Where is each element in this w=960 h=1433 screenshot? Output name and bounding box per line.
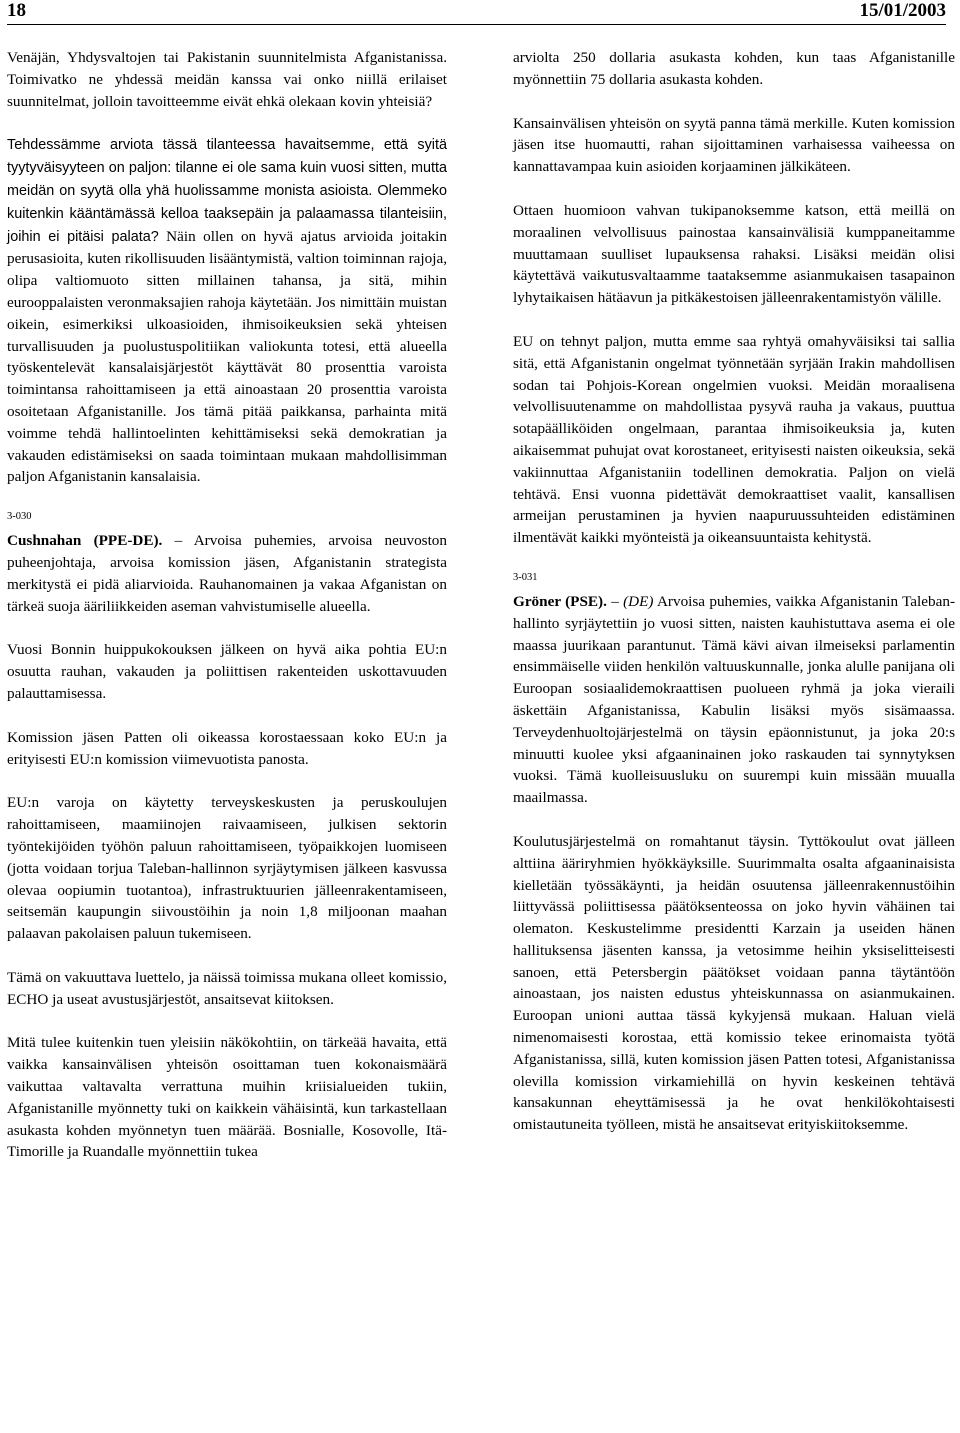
language-tag: (DE): [623, 592, 654, 610]
speaker-name: Cushnahan (PPE-DE).: [7, 532, 163, 550]
speech-code: 3-031: [513, 571, 538, 583]
document-date: 15/01/2003: [859, 0, 946, 21]
left-column: [7, 47, 447, 1163]
paragraph: Venäjän, Yhdysvaltojen tai Pakistanin suunnitelmista Afganistanissa. Toimivatko ne yhdessä meidän kanssa vai onko niillä erilaiset suunnitelmat, jolloin tavoitteemme eivät ehkä olekaan kovin yhteisiä?: [7, 49, 447, 110]
paragraph: arviolta 250 dollaria asukasta kohden, kun taas Afganistanille myönnettiin 75 dollaria asukasta kohden.: [513, 49, 955, 88]
speech-text: Arvoisa puhemies, vaikka Afganistanin Taleban-hallinto syrjäytettiin jo vuosi sitten, naisten kauhistuttava asema ei ole maassa juurikaan parantunut. Tämä kävi aivan ilmeiseksi parlamentin ensimmäiselle viiden henkilön valtuuskunnalle, jonka alulle panijana oli Euroopan sosiaalidemokraattisen puolueen ryhmä ja joka vieraili äskettäin Afganistanissa, Kabulin lisäksi myös sisämaassa. Terveydenhuoltojärjestelmä on täysin epäonnistunut, ja joka 20:s minuutti kuolee yksi afgaaninainen joko raskauden tai synnytyksen vuoksi. Tämä kuolleisuusluku on suurempi kuin missään muualla maailmassa.: [513, 592, 955, 807]
page-header: [7, 0, 946, 25]
dash: –: [606, 592, 624, 610]
paragraph: EU on tehnyt paljon, mutta emme saa ryhtyä omahyväisiksi tai sallia sitä, että Afganistanin ongelmat työnnetään syrjään Irakin mahdollisen sodan tai Pohjois-Korean ongelmien vuoksi. Meidän moraalisena velvollisuutenamme on mahdollistaa pysyvä rauha ja vakaus, puuttua sotapäälliköiden ongelmaan, parantaa ihmisoikeuksia ja, kuten aikaisemmat puhujat ovat korostaneet, erityisesti naisten oikeuksia, sekä vakiinnuttaa Afganistaniin todellinen demokratia. Paljon on vielä tehtävä. Ensi vuonna pidettävät demokraattiset vaalit, kansallisen armeijan perustaminen ja hyvien naapuruussuhteiden edistäminen ilmentävät kaikki myönteistä ja oikeansuuntaista kehitystä.: [513, 332, 955, 547]
speech-paragraph: [513, 591, 955, 809]
paragraph-continuation: Näin ollen on hyvä ajatus arvioida joitakin perusasioita, kuten rikollisuuden lisääntymistä, valtion toiminnan rajoja, olipa valtiomuoto sitten millainen tahansa, ja sitä, mihin eurooppalaisten veronmaksajien rahoja käytetään. Jos nimittäin muistan oikein, esimerkiksi ulkoasioiden, ihmisoikeuksien sekä yhteisen turvallisuuden ja puolustuspolitiikan valiokunta totesi, että alueella työskentelevät kansalaisjärjestöt käyttävät 80 prosenttia varoista toimintansa rahoittamiseen ja että ainoastaan 20 prosenttia varoista osoitetaan Afganistanille. Jos tämä pitää paikkansa, parhainta mitä voimme tehdä hallintoelinten kehittämiseksi sekä demokratian ja vakauden edistämiseksi on saada toimintaan mukaan mahdollisimman paljon Afganistanin kansalaisia.: [7, 227, 447, 486]
paragraph: Kansainvälisen yhteisön on syytä panna tämä merkille. Kuten komission jäsen itse huomautti, rahan sijoittaminen varhaisessa vaiheessa on kannattavampaa kuin asioiden korjaaminen jälkikäteen.: [513, 114, 955, 176]
paragraph: Mitä tulee kuitenkin tuen yleisiin näkökohtiin, on tärkeää havaita, että vaikka kansainvälisen yhteisön osoittaman tuen kokonaismäärä vaikuttaa valtavalta verrattuna muihin kriisialueiden tukiin, Afganistanille myönnetty tuki on kaikkein vähäisintä, kun tarkastellaan asukasta kohden myönnetyn tuen määrää. Bosnialle, Kosovolle, Itä-Timorille ja Ruandalle myönnettiin tukea: [7, 1034, 447, 1161]
paragraph: [7, 134, 447, 488]
paragraph: Vuosi Bonnin huippukokouksen jälkeen on hyvä aika pohtia EU:n osuutta rauhan, vakauden ja poliittisen rakenteiden uskottavuuden palauttamisessa.: [7, 641, 447, 702]
right-column: [513, 47, 955, 1136]
paragraph: Koulutusjärjestelmä on romahtanut täysin. Tyttökoulut ovat jälleen alttiina ääriryhmien hyökkäyksille. Suurimmalta osalta afgaaninaisista kielletään työssäkäynti, ja heidän osuutensa jälleenrakennustöihin liittyvässä poliittisessa päätöksenteossa on joko hyvin vähäinen tai olematon. Keskustelimme presidentti Karzain ja useiden hänen hallituksensa jäsenten kanssa, ja vetosimme heihin yksiselitteisesti sanoen, että Petersbergin päätökset voidaan panna täytäntöön ainoastaan, jos naisten edustus yhteiskunnassa on asianmukainen. Euroopan unioni auttaa tässä kykyjensä mukaan. Haluan vielä nimenomaisesti korostaa, että komissio tekee erinomaista työtä Afganistanissa, sillä, kuten komission jäsen Patten totesi, Afganistanissa olevilla komission virkamiehillä on hyvin keskeinen tehtävä kansakunnan eheyttämisessä ja he ovat henkilökohtaisesti omistautuneita työlleen, mistä he ansaitsevat erityiskiitoksemme.: [513, 832, 955, 1134]
speech-text: – Arvoisa puhemies, arvoisa neuvoston puheenjohtaja, arvoisa komission jäsen, Afganistanin strategista merkitystä ei pidä aliarvioida. Rauhanomainen ja vakaa Afganistan on tärkeä suoja ääriliikkeiden aseman vahvistumiselle alueella.: [7, 532, 447, 615]
paragraph: Ottaen huomioon vahvan tukipanoksemme katson, että meillä on moraalinen velvollisuus painostaa kansainvälisiä kumppaneitamme muuttamaan suulliset lupauksensa rahaksi. Lisäksi meidän olisi käytettävä vaikutusvaltaamme taataksemme asianmukaisen tasapainon lyhytaikaisen hätäavun ja pitkäkestoisen jälleenrakentamistyön välille.: [513, 201, 955, 307]
speech-paragraph: [7, 530, 447, 617]
paragraph: EU:n varoja on käytetty terveyskeskusten ja peruskoulujen rahoittamiseen, maamiinojen raivaamiseen, julkisen sektorin työntekijöiden työhön paluun rahoittamiseen, työpaikkojen luomiseen (jotta voidaan torjua Taleban-hallinnon syrjäytymisen jälkeen kasvussa olevaa oopiumin tuotantoa), infrastruktuurien jälleenrakentamiseen, seitsemän kaupungin siivoustöihin ja noin 1,8 miljoonan maahan palaavan pakolaisen paluun tukemiseen.: [7, 794, 447, 943]
paragraph: Komission jäsen Patten oli oikeassa korostaessaan koko EU:n ja erityisesti EU:n komission viimevuotista panosta.: [7, 728, 447, 768]
page-number: 18: [7, 0, 26, 21]
speech-code: 3-030: [7, 511, 32, 523]
speaker-name: Gröner (PSE).: [513, 592, 607, 610]
paragraph: Tämä on vakuuttava luettelo, ja näissä toimissa mukana olleet komissio, ECHO ja useat avustusjärjestöt, ansaitsevat kiitoksen.: [7, 968, 447, 1008]
paragraph-sans-part: Tehdessämme arviota tässä tilanteessa havaitsemme, että syitä tyytyväisyyteen on paljon: tilanne ei ole sama kuin vuosi sitten, mutta meidän on syytä olla yhä huolissamme monista asioista. Olemmeko kuitenkin kääntämässä kelloa taaksepäin ja palaamassa tilanteisiin, joihin ei pitäisi palata?: [7, 137, 447, 245]
